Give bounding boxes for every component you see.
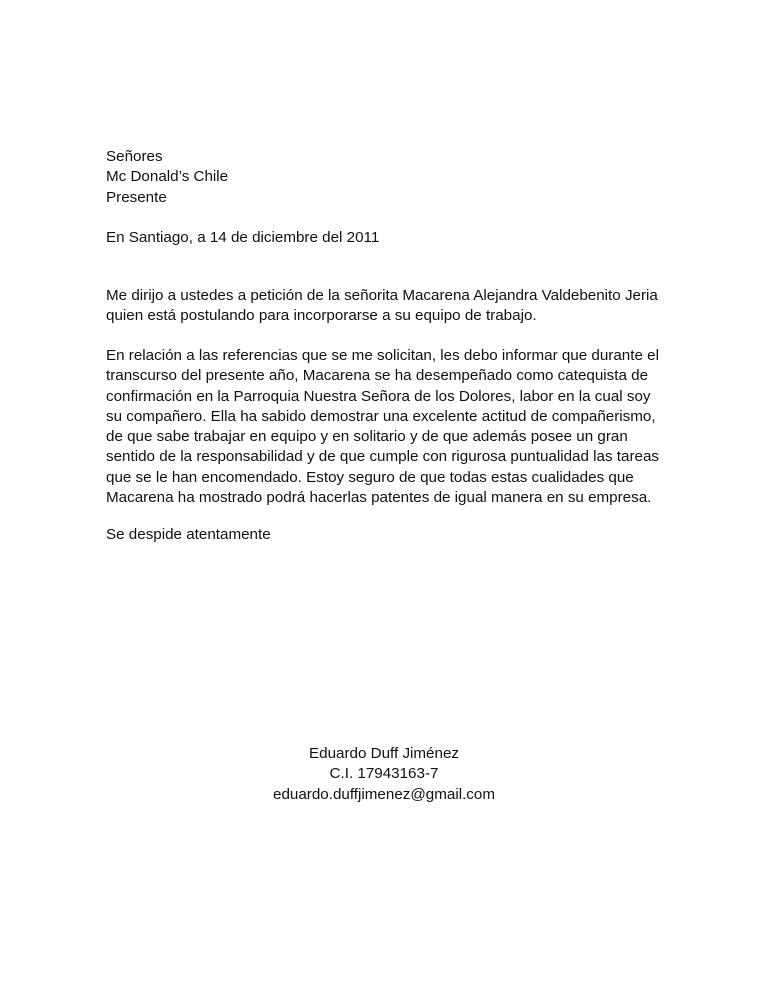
paragraph-line: En relación a las referencias que se me solicitan, les debo informar que durante el — [106, 347, 659, 364]
paragraph-line: Me dirijo a ustedes a petición de la señorita Macarena Alejandra Valdebenito Jeria — [106, 287, 658, 304]
paragraph-line: sentido de la responsabilidad y de que cumple con rigurosa puntualidad las tareas — [106, 448, 660, 466]
closing-text: Se despide atentamente — [106, 526, 271, 543]
recipient-block — [106, 147, 666, 208]
paragraph-line: confirmación en la Parroquia Nuestra Señora de los Dolores, labor en la cual soy — [106, 387, 651, 405]
paragraph-line: transcurso del presente año, Macarena se ha desempeñado como catequista de — [106, 367, 649, 385]
paragraph-line: su compañero. Ella ha sabido demostrar una excelente actitud de compañerismo, — [106, 407, 656, 425]
signer-name: Eduardo Duff Jiménez — [309, 745, 459, 762]
recipient-line: Señores — [106, 148, 163, 165]
body-paragraph — [106, 346, 666, 508]
recipient-line: Presente — [106, 188, 167, 206]
signer-email: eduardo.duffjimenez@gmail.com — [273, 785, 495, 803]
paragraph-line: Macarena ha mostrado podrá hacerlas patentes de igual manera en su empresa. — [106, 489, 652, 507]
recipient-company: Mc Donald’s Chile — [106, 168, 229, 186]
intro-paragraph — [106, 286, 666, 327]
date-line — [106, 228, 666, 248]
closing-line — [106, 525, 666, 545]
paragraph-line: que se le han encomendado. Estoy seguro de que todas estas cualidades que — [106, 468, 634, 486]
paragraph-line: de que sabe trabajar en equipo y en solitario y de que además posee un gran — [106, 428, 628, 446]
signature-block — [234, 744, 534, 805]
date-text: En Santiago, a 14 de diciembre del 2011 — [106, 229, 380, 246]
paragraph-line: quien está postulando para incorporarse a su equipo de trabajo. — [106, 307, 537, 325]
signer-id: C.I. 17943163-7 — [329, 765, 439, 783]
